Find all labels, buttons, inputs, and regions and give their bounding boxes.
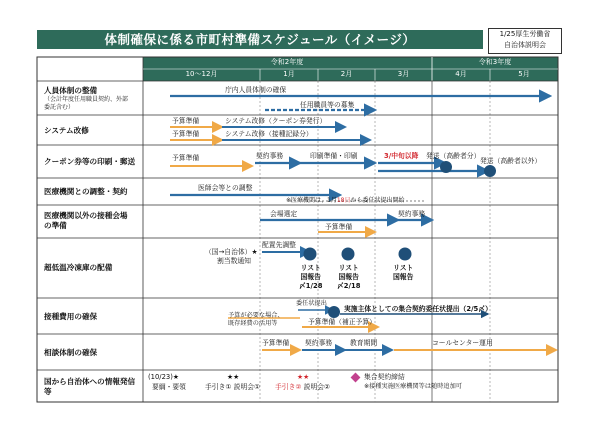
label-system-record: システム改修（接種記録分） <box>225 130 313 138</box>
label-info-group-contract: 集合契約締結 ※接種実施医療機関等は随時追加可 <box>364 373 462 390</box>
label-staff-recruit: 任用職員等の募集 <box>300 101 355 109</box>
milestone-ship-others <box>484 165 496 177</box>
label-medical-proxy: ※医療機関は、1月18日から委任状提出開始 <box>286 197 405 204</box>
label-consult-contract: 契約事務 <box>305 339 333 347</box>
header-month-oct-dec: 10～12月 <box>185 70 218 78</box>
header-year-r3: 令和3年度 <box>478 58 512 66</box>
label-list-report-1: リスト 国報告 〆1/28 <box>299 264 323 290</box>
row-label-medical: 医療機関との調整・契約 <box>44 187 128 196</box>
milestone-ship-elderly <box>440 161 452 173</box>
label-cost-supplementary: 予算準備（補正予算） <box>308 318 376 326</box>
page-title: 体制確保に係る市町村準備スケジュール（イメージ） <box>37 30 483 49</box>
label-coupon-ship-others: 発送（高齢者以外） <box>480 157 542 165</box>
milestone-list-3 <box>399 248 412 261</box>
label-cost-group-contract: 実施主体としての集合契約委任状提出（2/5〆） <box>344 305 492 313</box>
label-consult-training: 教育期間 <box>350 339 378 347</box>
header-month-jan: 1月 <box>283 70 295 78</box>
label-freezer-placement: 配置先調整 <box>262 241 296 249</box>
header-month-mar: 3月 <box>397 70 410 78</box>
label-medical-coordination: 医師会等との調整 <box>198 184 253 192</box>
label-venue-contract: 契約事務 <box>398 210 426 218</box>
label-coupon-ship-elderly: 発送（高齢者分） <box>426 152 481 160</box>
milestone-list-2 <box>342 248 355 261</box>
label-consult-budget: 予算準備 <box>262 339 290 347</box>
header-month-feb: 2月 <box>340 70 353 78</box>
label-list-report-2: リスト 国報告 〆2/18 <box>337 264 361 290</box>
milestone-group-contract <box>351 373 361 383</box>
label-system-budget-a: 予算準備 <box>172 117 200 125</box>
label-venue-selection: 会場選定 <box>270 210 298 218</box>
row-label-venue: 医療機関以外の接種会場 の準備 <box>44 211 128 230</box>
row-label-staffing: 人員体制の整備 （会計年度任用職員契約、外部 委託含む） <box>44 86 129 111</box>
label-info-manual-1: ★★ 手引き① 説明会① <box>205 373 261 391</box>
row-label-system: システム改修 <box>44 126 89 135</box>
label-info-manual-2: ★★ 手引き② 説明会② <box>275 373 331 391</box>
label-venue-budget: 予算準備 <box>325 223 353 231</box>
label-cost-proxy: 委任状提出 <box>296 300 327 307</box>
header-month-may: 5月 <box>518 70 530 78</box>
label-coupon-print: 印刷準備・印刷 <box>310 152 358 160</box>
row-label-coupon: クーポン券等の印刷・郵送 <box>44 157 136 166</box>
label-consult-callcenter: コールセンター運用 <box>432 339 493 347</box>
milestone-cost-proxy <box>328 306 340 318</box>
source-note-line-2: 自治体説明会 <box>504 41 546 49</box>
milestone-list-1 <box>304 248 317 261</box>
label-system-coupon: システム改修（クーポン券発行） <box>225 117 327 125</box>
header-year-r2: 令和2年度 <box>270 58 304 66</box>
row-label-freezer: 超低温冷凍庫の配備 <box>44 263 113 272</box>
label-freezer-allocation: （国→自治体）★ 割当数通知 <box>205 248 258 265</box>
row-label-cost: 接種費用の確保 <box>44 312 98 321</box>
label-coupon-budget: 予算準備 <box>172 154 200 162</box>
label-cost-existing: 予算が必要な場合、 既存経費の活用等 <box>228 312 284 327</box>
label-list-report-3: リスト 国報告 <box>393 264 414 281</box>
row-label-info: 国から自治体への情報発信 等 <box>44 377 136 396</box>
label-info-guidelines: (10/23)★ 要綱・要領 <box>148 373 186 391</box>
source-note-line-1: 1/25厚生労働省 <box>499 30 551 38</box>
label-system-budget-b: 予算準備 <box>172 130 200 138</box>
header-month-apr: 4月 <box>455 70 467 78</box>
row-label-consult: 相談体制の確保 <box>44 348 98 357</box>
label-coupon-mid-march: 3/中旬以降 <box>384 152 419 160</box>
label-staff-internal: 庁内人員体制の確保 <box>225 86 287 94</box>
label-coupon-contract: 契約事務 <box>256 152 284 160</box>
